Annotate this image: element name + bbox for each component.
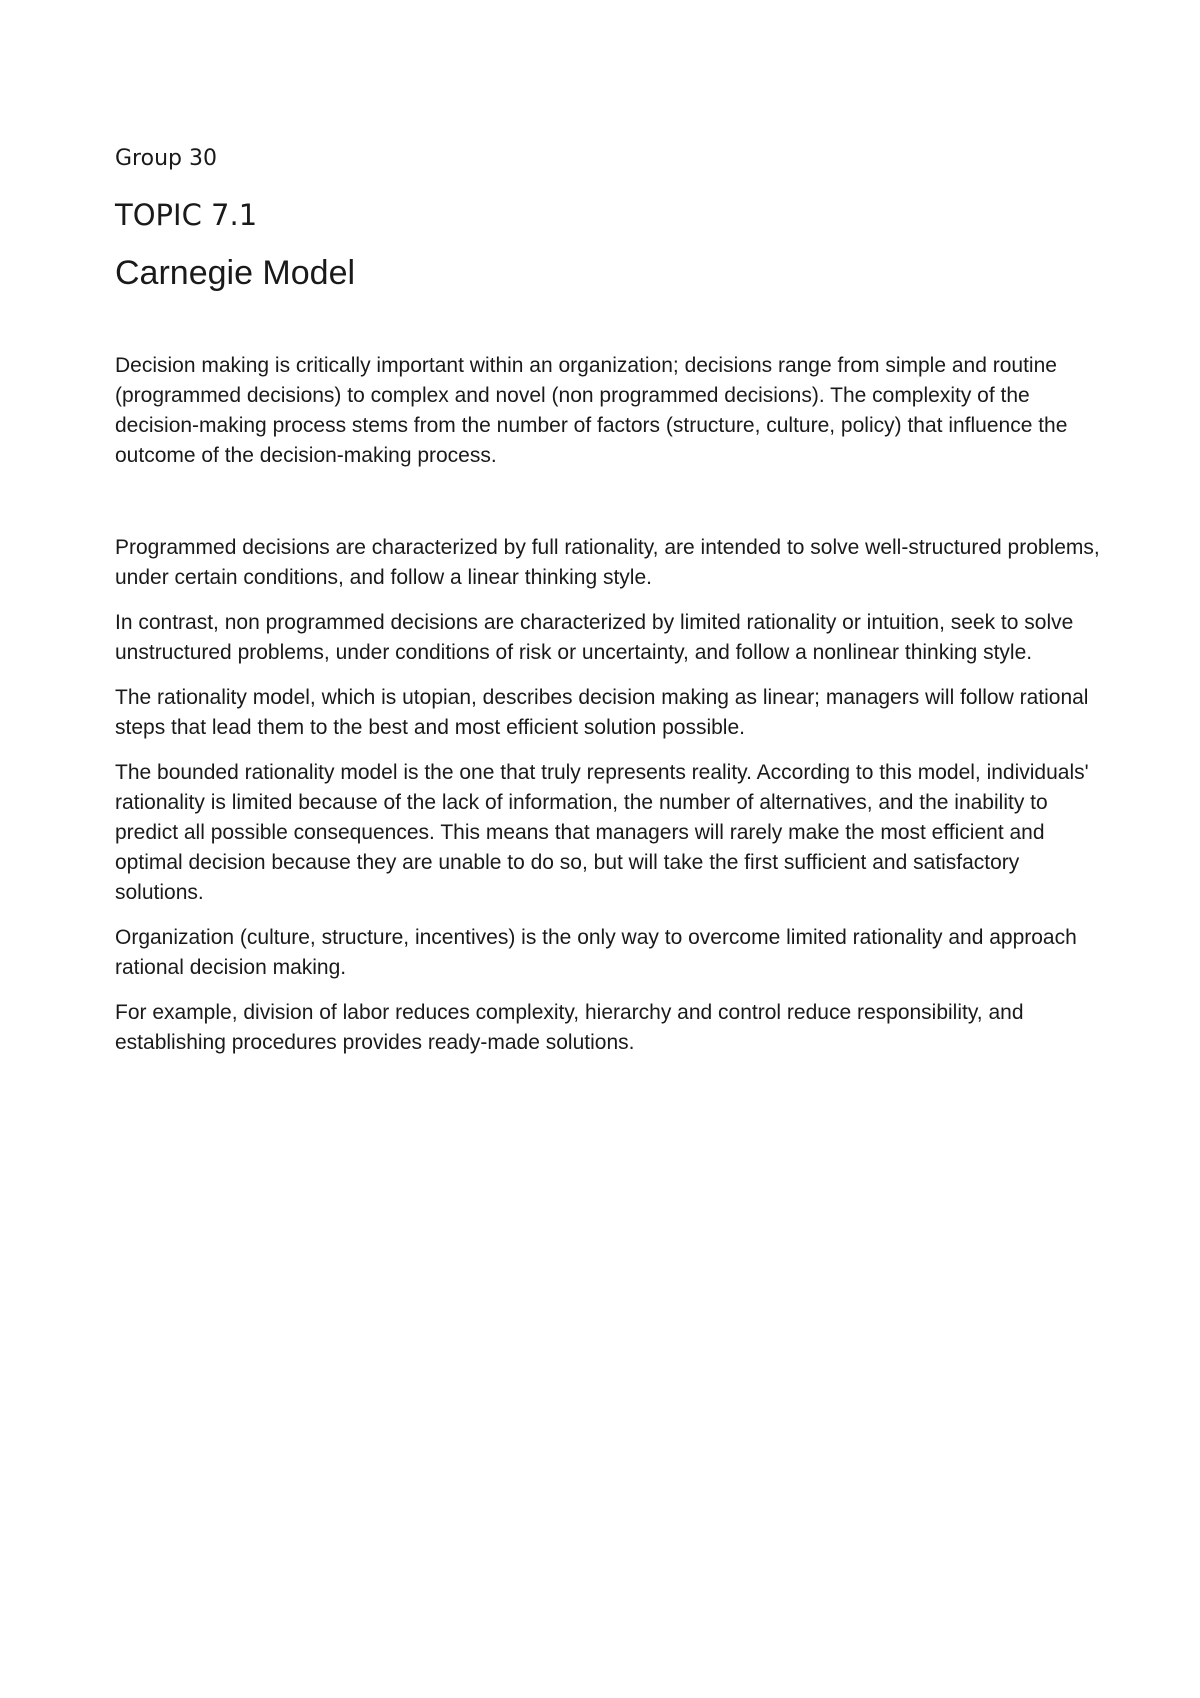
paragraph-non-programmed: In contrast, non programmed decisions are characterized by limited rationality or intuition, seek to solve unstructured problems, under conditions of risk or uncertainty, and follow a nonlinear thinking style. (115, 611, 1074, 664)
document-title: Carnegie Model (115, 254, 356, 292)
paragraph-example: For example, division of labor reduces complexity, hierarchy and control reduce responsibility, and establishing procedures provides ready-made solutions. (115, 1001, 1024, 1054)
paragraph-rationality-model: The rationality model, which is utopian, describes decision making as linear; managers will follow rational steps that lead them to the best and most efficient solution possible. (115, 686, 1089, 739)
paragraph-programmed: Programmed decisions are characterized by full rationality, are intended to solve well-structured problems, under certain conditions, and follow a linear thinking style. (115, 536, 1100, 589)
paragraph-intro: Decision making is critically important within an organization; decisions range from simple and routine (programmed decisions) to complex and novel (non programmed decisions). The complexity of the decision-making process stems from the number of factors (structure, culture, policy) that influence the outcome of the decision-making process. (115, 354, 1068, 467)
paragraph-organization: Organization (culture, structure, incentives) is the only way to overcome limited rationality and approach rational decision making. (115, 926, 1077, 979)
document-body (115, 145, 1100, 1073)
group-label: Group 30 (115, 146, 217, 171)
paragraph-bounded-rationality: The bounded rationality model is the one that truly represents reality. According to this model, individuals' rationality is limited because of the lack of information, the number of alternatives, and the inability to predict all possible consequences. This means that managers will rarely make the most efficient and optimal decision because they are unable to do so, but will take the first sufficient and satisfactory solutions. (115, 761, 1089, 904)
topic-label: TOPIC 7.1 (115, 198, 258, 232)
